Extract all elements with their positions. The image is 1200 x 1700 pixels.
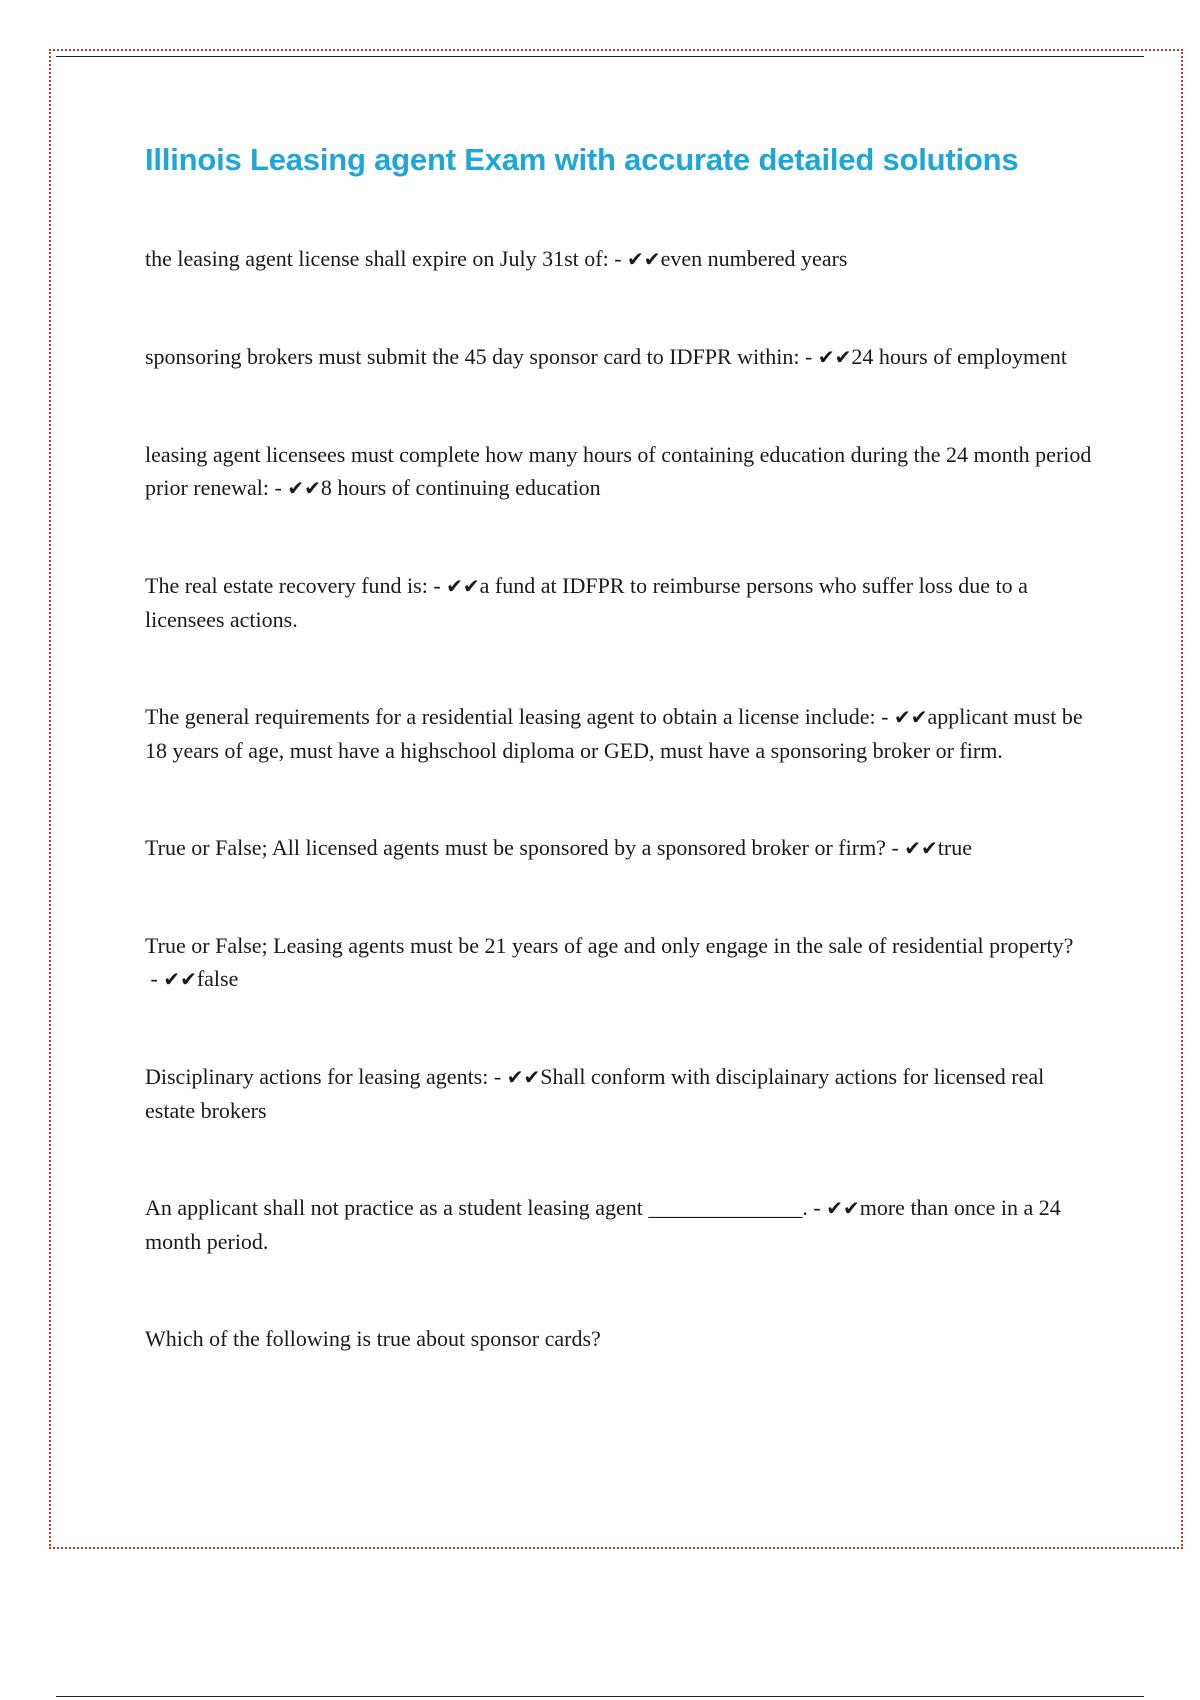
separator: - <box>799 344 818 370</box>
check-mark-icon: ✔✔ <box>817 345 852 370</box>
separator: - <box>885 835 905 861</box>
check-mark-icon: ✔✔ <box>826 1196 860 1221</box>
answer-text: false <box>196 966 239 992</box>
footer-rule <box>56 1696 1144 1697</box>
answer-text: a fund at IDFPR to reimburse persons who suffer loss due to a licensees actions. <box>145 573 1028 633</box>
answer-text: true <box>937 835 972 861</box>
question-text: Disciplinary actions for leasing agents: <box>145 1064 489 1090</box>
check-mark-icon: ✔✔ <box>506 1065 541 1090</box>
separator: - <box>269 475 288 501</box>
question-text: An applicant shall not practice as a student leasing agent ______________. <box>145 1195 808 1221</box>
answer-text: even numbered years <box>660 246 848 272</box>
answer-text: 24 hours of employment <box>851 344 1068 370</box>
answer-text: more than once in a 24 month period. <box>145 1195 1061 1255</box>
qa-item <box>145 831 1095 865</box>
separator: - <box>427 573 447 599</box>
qa-item <box>145 929 1095 996</box>
question-text: sponsoring brokers must submit the 45 day sponsor card to IDFPR within: <box>145 344 800 370</box>
question-text: the leasing agent license shall expire on July 31st of: <box>145 246 609 272</box>
check-mark-icon: ✔✔ <box>287 476 321 501</box>
qa-item <box>145 438 1095 505</box>
document-body <box>145 140 1095 1419</box>
qa-item <box>145 1191 1095 1258</box>
separator: - <box>807 1195 827 1221</box>
qa-item <box>145 569 1095 636</box>
question-text: The general requirements for a residential leasing agent to obtain a license include: <box>145 704 876 730</box>
qa-item <box>145 242 1095 276</box>
qa-item <box>145 340 1095 374</box>
document-title: Illinois Leasing agent Exam with accurate detailed solutions <box>145 142 1019 177</box>
header-rule <box>56 56 1144 57</box>
question-text: The real estate recovery fund is: <box>145 573 428 599</box>
check-mark-icon: ✔✔ <box>163 967 197 992</box>
last-question: Which of the following is true about sponsor cards? <box>145 1326 601 1352</box>
check-mark-icon: ✔✔ <box>627 247 661 272</box>
answer-text: applicant must be 18 years of age, must have a highschool diploma or GED, must have a sponsoring broker or firm. <box>145 704 1083 764</box>
separator: - <box>875 704 894 730</box>
check-mark-icon: ✔✔ <box>446 574 480 599</box>
check-mark-icon: ✔✔ <box>904 836 938 861</box>
separator: - <box>488 1064 507 1090</box>
answer-text: Shall conform with disciplainary actions for licensed real estate brokers <box>145 1064 1045 1124</box>
question-text: leasing agent licensees must complete how many hours of containing education during the 24 month period prior renewal: <box>145 442 1092 501</box>
separator: - <box>145 966 164 992</box>
qa-item <box>145 700 1095 767</box>
qa-item <box>145 1060 1095 1127</box>
answer-text: 8 hours of continuing education <box>320 475 601 501</box>
separator: - <box>608 246 628 272</box>
question-text: True or False; Leasing agents must be 21 years of age and only engage in the sale of residential property? <box>145 933 1074 959</box>
check-mark-icon: ✔✔ <box>893 705 928 730</box>
question-text: True or False; All licensed agents must be sponsored by a sponsored broker or firm? <box>145 835 886 861</box>
